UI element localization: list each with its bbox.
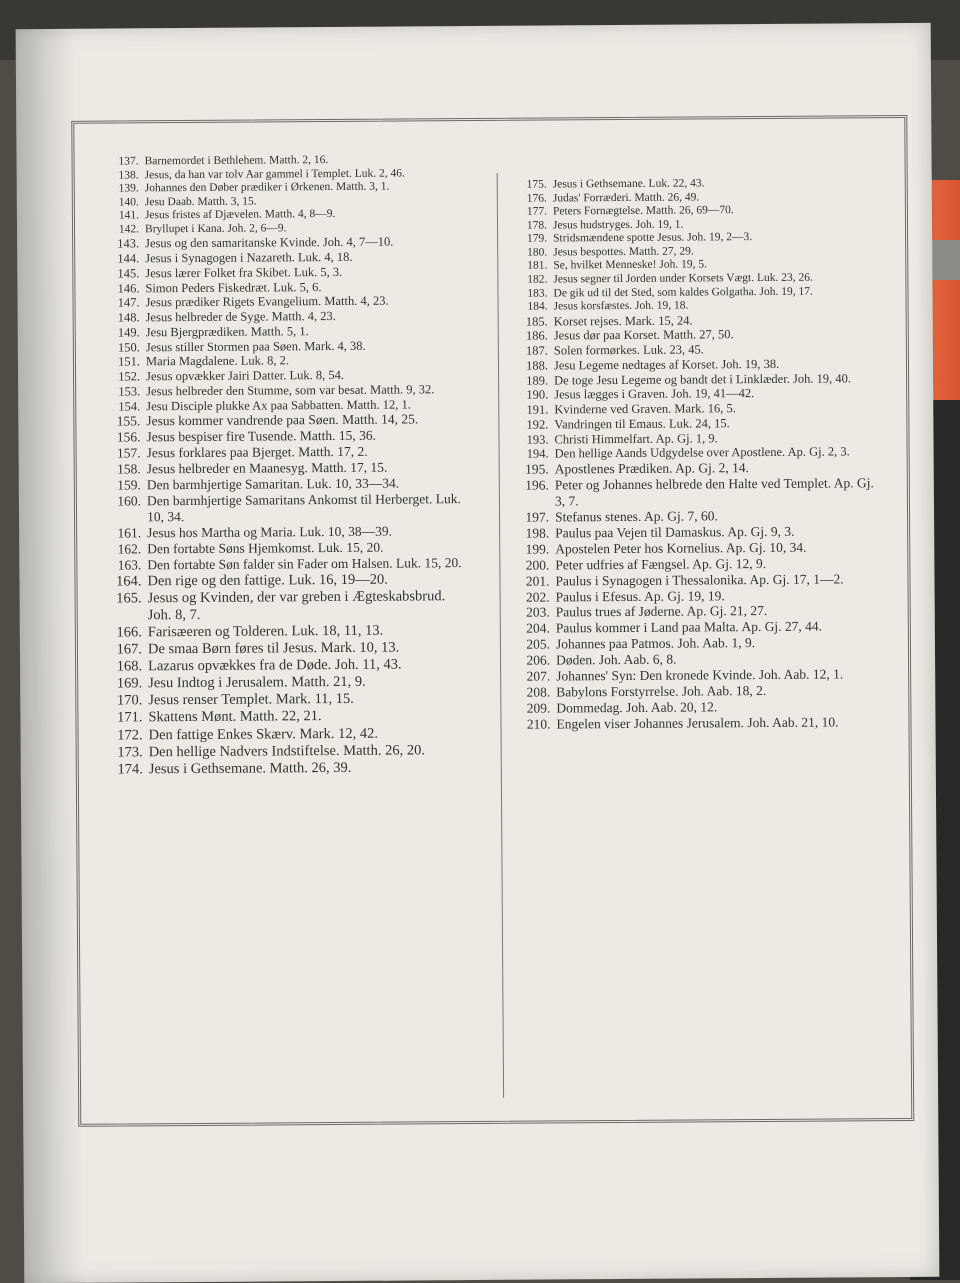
entry-number: 183. xyxy=(527,287,548,300)
entry-text: Jesu Legeme nedtages af Korset. Joh. 19, 38. xyxy=(553,356,780,373)
entry-number: 162. xyxy=(117,541,142,557)
entry-text: Jesus hos Martha og Maria. Luk. 10, 38—39. xyxy=(147,523,393,541)
entry-number: 206. xyxy=(526,652,551,668)
left-column xyxy=(105,153,469,778)
entry-text: Maria Magdalene. Luk. 8, 2. xyxy=(145,353,290,369)
entry-number: 176. xyxy=(526,192,547,205)
column-divider xyxy=(497,173,504,1098)
entry-number: 150. xyxy=(117,339,140,355)
entry-number: 157. xyxy=(116,445,141,461)
entry-text: Jesu Daab. Matth. 3, 15. xyxy=(144,195,257,208)
entry-number: 142. xyxy=(118,223,140,236)
entry-number: 172. xyxy=(117,726,143,744)
entry-text: Jesus korsfæstes. Joh. 19, 18. xyxy=(553,299,689,313)
entry-number: 202. xyxy=(525,588,550,605)
entry-number: 138. xyxy=(118,168,139,182)
entry-text: Dommedag. Joh. Aab. 20, 12. xyxy=(556,699,718,716)
page-border-frame xyxy=(71,115,914,1127)
entry-text: Simon Peders Fiskedræt. Luk. 5, 6. xyxy=(145,279,322,295)
entry-number: 204. xyxy=(526,620,550,637)
entry-number: 158. xyxy=(117,461,141,477)
entry-text: Den barmhjertige Samaritan. Luk. 10, 33—34. xyxy=(146,475,400,493)
list-item xyxy=(109,759,469,779)
entry-text: Jesus renser Templet. Mark. 11, 15. xyxy=(148,691,354,709)
list-item xyxy=(107,491,467,525)
entry-number: 166. xyxy=(116,624,142,641)
entry-text: Jesus helbreder den Stumme, som var besat. Matth. 9, 32. xyxy=(146,382,435,399)
entry-text: Jesus kommer vandrende paa Søen. Matth. 14, 25. xyxy=(146,411,419,429)
entry-number: 161. xyxy=(117,525,142,541)
list-item xyxy=(516,714,886,733)
entry-text: Johannes den Døber prædiker i Ørkenen. Matth. 3, 1. xyxy=(144,180,390,195)
entry-number: 140. xyxy=(118,196,139,209)
entry-number: 159. xyxy=(117,477,141,493)
entry-number: 156. xyxy=(116,429,141,445)
entry-text: Jesus i Gethsemane. Luk. 22, 43. xyxy=(552,177,705,191)
entry-text: Engelen viser Johannes Jerusalem. Joh. Aab. 21, 10. xyxy=(556,714,839,732)
entry-number: 194. xyxy=(526,446,549,462)
entry-text: Paulus trues af Jøderne. Ap. Gj. 21, 27. xyxy=(555,603,768,620)
entry-number: 137. xyxy=(118,155,139,168)
entry-text: Jesus dør paa Korset. Matth. 27, 50. xyxy=(553,327,734,343)
entry-number: 170. xyxy=(116,692,143,709)
list-item xyxy=(108,588,468,625)
entry-number: 141. xyxy=(118,209,139,222)
entry-text: Den fattige Enkes Skærv. Mark. 12, 42. xyxy=(148,725,379,743)
entry-number: 143. xyxy=(117,236,140,251)
entry-number: 207. xyxy=(526,668,551,684)
entry-text: Korset rejses. Mark. 15, 24. xyxy=(553,313,693,329)
entry-number: 148. xyxy=(117,310,140,325)
entry-text: Paulus i Efesus. Ap. Gj. 19, 19. xyxy=(555,587,725,604)
entry-text: Farisæeren og Tolderen. Luk. 18, 11, 13. xyxy=(147,622,384,641)
entry-text: Den hellige Nadvers Indstiftelse. Matth. 26, 20. xyxy=(148,742,425,760)
entry-text: Stridsmændene spotte Jesus. Joh. 19, 2—3. xyxy=(553,231,753,245)
entry-text: Jesus opvækker Jairi Datter. Luk. 8, 54. xyxy=(146,368,344,384)
entry-text: Jesus hudstryges. Joh. 19, 1. xyxy=(552,218,684,232)
entry-text: Apostlenes Prædiken. Ap. Gj. 2, 14. xyxy=(554,460,750,477)
right-column xyxy=(513,176,887,732)
entry-number: 192. xyxy=(526,417,549,432)
entry-number: 173. xyxy=(117,744,143,761)
entry-number: 200. xyxy=(525,557,550,573)
entry-text: Apostelen Peter hos Kornelius. Ap. Gj. 10, 34. xyxy=(555,539,807,557)
entry-text: Jesus, da han var tolv Aar gammel i Templet. Luk. 2, 46. xyxy=(144,167,405,181)
entry-number: 188. xyxy=(526,358,549,373)
entry-text: Peter udfries af Fængsel. Ap. Gj. 12, 9. xyxy=(555,555,767,573)
entry-text: Jesus fristes af Djævelen. Matth. 4, 8—9. xyxy=(144,208,336,222)
entry-text: De toge Jesu Legeme og bandt det i Linklæder. Joh. 19, 40. xyxy=(554,371,851,388)
entry-text: Christi Himmelfart. Ap. Gj. 1, 9. xyxy=(554,430,718,447)
entry-text: Jesu Bjergprædiken. Matth. 5, 1. xyxy=(145,324,309,340)
entry-number: 191. xyxy=(526,402,549,417)
entry-text: Bryllupet i Kana. Joh. 2, 6—9. xyxy=(144,222,287,236)
entry-number: 205. xyxy=(526,636,550,652)
entry-text: Jesus og den samaritanske Kvinde. Joh. 4, 7—10. xyxy=(145,234,394,251)
entry-text: Barnemordet i Bethlehem. Matth. 2, 16. xyxy=(144,154,329,168)
entry-text: Jesus bespottes. Matth. 27, 29. xyxy=(553,245,694,259)
entry-text: Jesus lægges i Graven. Joh. 19, 41—42. xyxy=(554,386,755,402)
entry-number: 144. xyxy=(117,251,140,266)
entry-text: Solen formørkes. Luk. 23, 45. xyxy=(553,342,704,358)
entry-number: 199. xyxy=(525,541,550,557)
entry-text: Babylons Forstyrrelse. Joh. Aab. 18, 2. xyxy=(556,683,767,700)
entry-text: Jesu Indtog i Jerusalem. Matth. 21, 9. xyxy=(148,674,366,692)
entry-number: 177. xyxy=(526,205,547,218)
entry-number: 167. xyxy=(116,641,143,658)
entry-text: Jesus helbreder en Maanesyg. Matth. 17, 15. xyxy=(146,459,388,477)
entry-text: Jesus og Kvinden, der var greben i Ægteskabsbrud. Joh. 8, 7. xyxy=(147,587,446,624)
entry-text: Stefanus stenes. Ap. Gj. 7, 60. xyxy=(554,508,718,525)
entry-number: 146. xyxy=(117,280,140,296)
entry-text: Jesus bespiser fire Tusende. Matth. 15, 36. xyxy=(146,428,377,445)
entry-number: 197. xyxy=(525,509,550,525)
entry-text: Døden. Joh. Aab. 6, 8. xyxy=(555,651,677,668)
entry-text: De smaa Børn føres til Jesus. Mark. 10, 13. xyxy=(147,639,400,658)
entry-text: Jesus prædiker Rigets Evangelium. Matth. 4, 23. xyxy=(145,293,389,310)
entry-number: 201. xyxy=(525,573,550,589)
entry-text: De gik ud til det Sted, som kaldes Golgatha. Joh. 19, 17. xyxy=(553,285,813,299)
entry-text: Vandringen til Emaus. Luk. 24, 15. xyxy=(554,416,730,432)
entry-text: Peters Fornægtelse. Matth. 26, 69—70. xyxy=(552,204,734,218)
entry-number: 163. xyxy=(117,557,142,573)
entry-text: Se, hvilket Menneske! Joh. 19, 5. xyxy=(553,258,707,272)
entry-text: Jesus helbreder de Syge. Matth. 4, 23. xyxy=(145,309,336,325)
entry-number: 154. xyxy=(118,398,141,414)
entry-number: 153. xyxy=(118,384,141,399)
entry-number: 169. xyxy=(116,675,143,692)
entry-text: Den fortabte Søn falder sin Fader om Halsen. Luk. 15, 20. xyxy=(147,554,462,572)
entry-number: 187. xyxy=(525,343,548,358)
entry-number: 160. xyxy=(117,493,141,509)
entry-text: Den hellige Aands Udgydelse over Apostlene. Ap. Gj. 2, 3. xyxy=(554,444,850,461)
entry-number: 198. xyxy=(525,525,550,541)
entry-text: Lazarus opvækkes fra de Døde. Joh. 11, 43. xyxy=(148,656,402,675)
entry-number: 181. xyxy=(527,259,548,273)
entry-text: Jesus i Synagogen i Nazareth. Luk. 4, 18. xyxy=(145,249,353,266)
entry-number: 174. xyxy=(117,761,143,778)
entry-text: Jesus i Gethsemane. Matth. 26, 39. xyxy=(148,759,352,778)
entry-text: Den barmhjertige Samaritans Ankomst til Herberget. Luk. 10, 34. xyxy=(146,491,461,525)
entry-number: 180. xyxy=(527,246,548,259)
entry-text: Peter og Johannes helbrede den Halte ved Templet. Ap. Gj. 3, 7. xyxy=(554,475,874,509)
entry-number: 147. xyxy=(117,295,140,310)
entry-number: 203. xyxy=(526,604,550,621)
entry-number: 164. xyxy=(116,572,142,590)
entry-number: 145. xyxy=(117,266,140,281)
entry-text: Den rige og den fattige. Luk. 16, 19—20. xyxy=(147,571,388,589)
entry-number: 165. xyxy=(116,590,142,607)
entry-number: 175. xyxy=(526,178,547,191)
entry-number: 210. xyxy=(526,716,551,732)
entry-text: Jesus lærer Folket fra Skibet. Luk. 5, 3. xyxy=(145,264,343,281)
entry-number: 149. xyxy=(117,325,140,340)
entry-text: Johannes paa Patmos. Joh. Aab. 1, 9. xyxy=(555,635,756,652)
entry-number: 151. xyxy=(118,354,141,369)
entry-number: 195. xyxy=(525,461,549,477)
entry-number: 196. xyxy=(525,477,549,493)
entry-text: Kvinderne ved Graven. Mark. 16, 5. xyxy=(554,401,736,417)
entry-number: 186. xyxy=(525,328,548,344)
entry-text: Johannes' Syn: Den kronede Kvinde. Joh. Aab. 12, 1. xyxy=(556,666,844,684)
entry-text: Den fortabte Søns Hjemkomst. Luk. 15, 20. xyxy=(147,539,384,557)
book-page xyxy=(16,23,940,1283)
entry-text: Judas' Forræderi. Matth. 26, 49. xyxy=(552,191,700,205)
entry-text: Paulus paa Vejen til Damaskus. Ap. Gj. 9, 3. xyxy=(555,523,795,541)
entry-text: Jesus segner til Jorden under Korsets Vægt. Luk. 23, 26. xyxy=(553,271,813,286)
entry-number: 171. xyxy=(117,709,143,726)
entry-number: 193. xyxy=(526,432,549,447)
entry-text: Paulus kommer i Land paa Malta. Ap. Gj. 27, 44. xyxy=(555,618,823,636)
entry-text: Paulus i Synagogen i Thessalonika. Ap. Gj. 17, 1—2. xyxy=(555,571,844,589)
entry-number: 190. xyxy=(526,387,549,403)
entry-text: Skattens Mønt. Matth. 22, 21. xyxy=(148,708,322,726)
entry-text: Jesus forklares paa Bjerget. Matth. 17, 2. xyxy=(146,443,368,461)
entry-text: Jesus stiller Stormen paa Søen. Mark. 4, 38. xyxy=(145,338,366,354)
entry-number: 182. xyxy=(527,273,548,286)
entry-number: 139. xyxy=(118,182,139,195)
entry-number: 209. xyxy=(526,700,551,716)
entry-number: 168. xyxy=(116,658,143,675)
entry-text: Jesu Disciple plukke Ax paa Sabbatten. Matth. 12, 1. xyxy=(146,397,411,413)
entry-number: 155. xyxy=(116,413,141,429)
entry-number: 178. xyxy=(526,219,548,232)
entry-number: 152. xyxy=(118,369,141,384)
entry-number: 208. xyxy=(526,684,551,700)
entry-number: 189. xyxy=(526,373,549,388)
entry-number: 185. xyxy=(525,314,548,329)
list-item xyxy=(515,475,885,509)
entry-number: 184. xyxy=(527,300,548,313)
entry-number: 179. xyxy=(526,232,548,245)
